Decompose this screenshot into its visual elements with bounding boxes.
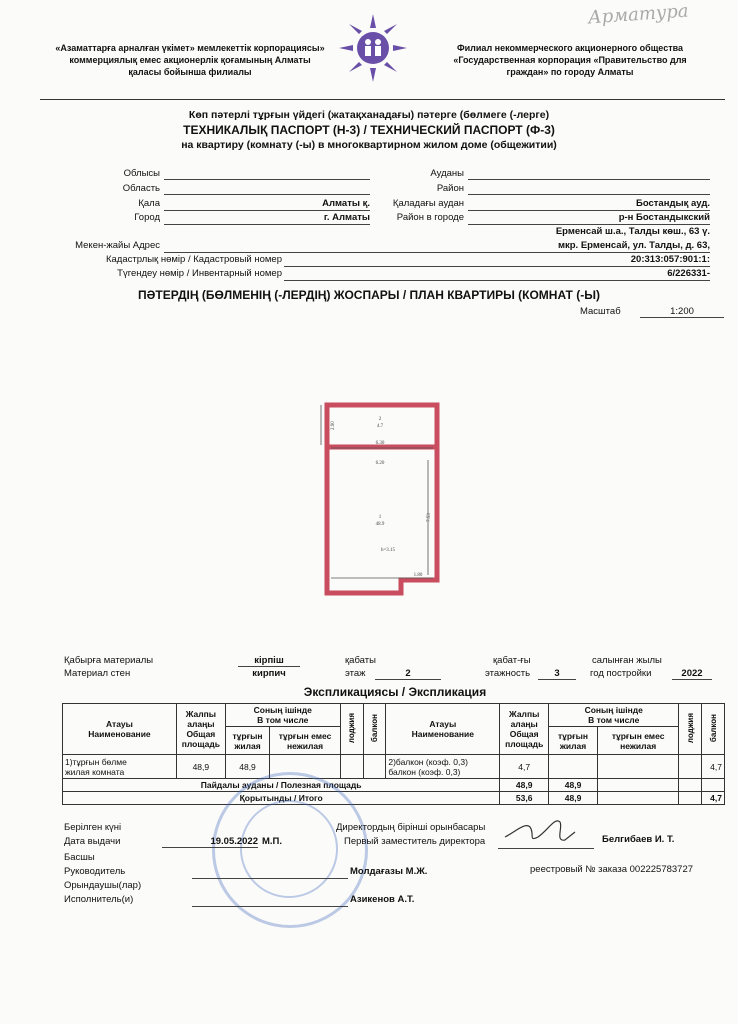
main-room-area: 48.9: [375, 522, 385, 527]
row1-total: 48,9: [176, 755, 225, 779]
year-value: 2022: [672, 668, 712, 680]
line-oblysy: [164, 179, 370, 180]
th-total-2: Жалпы алаңы Общая площадь: [500, 704, 549, 755]
registry-number: реестровый № заказа 002225783727: [530, 864, 694, 875]
room-height: h=3.15: [380, 548, 396, 553]
th-living-2: тұрғын жилая: [549, 727, 598, 755]
head-label-kz: Басшы: [64, 852, 95, 863]
line-audany: [468, 179, 710, 180]
passport-title: Көп пәтерлі тұрғын үйдегі (жатақханадағы) пәтерге (бөлмеге (-лерге) ТЕХНИКАЛЫҚ ПАСПОРТ (Н-3) / ТЕХНИЧЕСКИЙ ПАСПОРТ (Ф-3) на квартиру (комнату (-ы) в многоквартирном жилом доме (общежитии): [181, 109, 557, 151]
label-qala: Қала: [138, 198, 160, 209]
label-raion-v-gorode: Район в городе: [396, 212, 464, 223]
main-room: [327, 447, 437, 593]
floor-value: 2: [375, 668, 441, 680]
floors-value: 3: [538, 668, 576, 680]
label-oblast: Область: [122, 183, 160, 194]
mp-label: М.П.: [262, 836, 283, 847]
th-nonliving: тұрғын емес нежилая: [270, 727, 341, 755]
top-height: 2.90: [331, 421, 336, 430]
main-length: 7.53: [427, 513, 432, 522]
label-address: Мекен-жайы Адрес: [75, 240, 160, 251]
row2-balcony: 4,7: [702, 755, 725, 779]
total-living: 48,9: [549, 792, 598, 805]
th-incl: Соның ішінде В том числе: [225, 704, 340, 727]
exec-signature-line: [192, 906, 348, 907]
total-total: 53,6: [500, 792, 549, 805]
th-incl-2: Соның ішінде В том числе: [549, 704, 679, 727]
value-address-1: Ерменсай ш.а., Талды көш., 63 ү.: [555, 226, 710, 237]
value-qala: Алматы қ.: [164, 198, 370, 211]
label-gorod: Город: [134, 212, 160, 223]
width-1: 6.30: [375, 441, 385, 446]
useful-total: 48,9: [500, 779, 549, 792]
floor-plan: [318, 400, 448, 610]
walls-label-ru: Материал стен: [64, 668, 131, 679]
useful-row: [63, 779, 725, 792]
deputy-name: Белгибаев И. Т.: [602, 834, 675, 845]
notch-width: 1.80: [413, 573, 423, 578]
value-gorod: г. Алматы: [164, 212, 370, 225]
width-2: 6.20: [375, 461, 385, 466]
top-room-number: 2: [378, 417, 382, 422]
line-raion: [468, 194, 710, 195]
total-row: [63, 792, 725, 805]
label-inventory: Түгендеу нөмір / Инвентарный номер: [117, 268, 282, 279]
walls-label-kz: Қабырға материалы: [64, 655, 154, 666]
scale-value: 1:200: [640, 306, 724, 318]
head-signature-line: [192, 878, 348, 879]
main-room-number: 1: [378, 515, 382, 520]
row2-total: 4,7: [500, 755, 549, 779]
exec-name: Азикенов А.Т.: [350, 894, 415, 905]
handwritten-note: Арматура: [587, 0, 690, 29]
row1-name: 1)тұрғын бөлме жилая комната: [63, 755, 177, 779]
logo: [338, 10, 408, 90]
issued-label-ru: Дата выдачи: [64, 836, 121, 847]
table-row: [63, 755, 725, 779]
th-name-2: Атауы Наименование: [386, 704, 500, 755]
th-balcony: балкон: [363, 704, 386, 755]
deputy-label-kz: Директордың бірінші орынбасары: [336, 822, 486, 833]
row2-name: 2)балкон (коэф. 0,3) балкон (коэф. 0,3): [386, 755, 500, 779]
top-room-area: 4.7: [376, 424, 384, 429]
value-inventory: 6/226331-: [284, 268, 710, 281]
floor-label-ru: этаж: [345, 668, 366, 679]
head-name: Молдағазы М.Ж.: [350, 866, 428, 877]
value-raion-v-gorode: р-н Бостандыкский: [468, 212, 710, 225]
plan-title: ПӘТЕРДІҢ (БӨЛМЕНІҢ (-ЛЕРДІҢ) ЖОСПАРЫ / ПЛАН КВАРТИРЫ (КОМНАТ (-Ы): [138, 288, 600, 302]
deputy-label-ru: Первый заместитель директора: [344, 836, 486, 847]
th-balcony-2: балкон: [702, 704, 725, 755]
exec-label-kz: Орындаушы(лар): [64, 880, 142, 891]
header-right: Филиал некоммерческого акционерного общества «Государственная корпорация «Правительство для граждан» по городу Алматы: [453, 43, 687, 77]
issued-date: 19.05.2022: [162, 836, 258, 848]
label-qaladagy-audan: Қаладағы аудан: [392, 198, 464, 209]
label-oblysy: Облысы: [123, 168, 160, 179]
th-living: тұрғын жилая: [225, 727, 269, 755]
th-total: Жалпы алаңы Общая площадь: [176, 704, 225, 755]
total-label: Қорытынды / Итого: [63, 792, 500, 805]
year-label-kz: салынған жылы: [592, 655, 662, 666]
line-oblast: [164, 194, 370, 195]
walls-value-ru: кирпич: [252, 668, 286, 679]
useful-living: 48,9: [549, 779, 598, 792]
useful-label: Пайдалы ауданы / Полезная площадь: [63, 779, 500, 792]
value-cadastral: 20:313:057:901:1:: [284, 254, 710, 267]
deputy-signature: [500, 812, 580, 852]
header-divider: [40, 99, 725, 100]
value-address-2: мкр. Ерменсай, ул. Талды, д. 63,: [164, 240, 710, 253]
head-label-ru: Руководитель: [64, 866, 126, 877]
th-name: Атауы Наименование: [63, 704, 177, 755]
th-loggia: лоджия: [340, 704, 363, 755]
value-qaladagy-audan: Бостандық ауд.: [468, 198, 710, 211]
walls-value-kz: кірпіш: [238, 655, 300, 667]
label-cadastral: Кадастрлық нөмір / Кадастровый номер: [105, 254, 282, 265]
total-balcony: 4,7: [702, 792, 725, 805]
issued-label-kz: Берілген күні: [64, 822, 122, 833]
row1-living: 48,9: [225, 755, 269, 779]
th-nonliving-2: тұрғын емес нежилая: [597, 727, 678, 755]
year-label-ru: год постройки: [590, 668, 652, 679]
explication-table: [62, 703, 725, 805]
label-raion: Район: [436, 183, 464, 194]
floors-label-kz: қабат-ғы: [493, 655, 531, 666]
explication-title: Экспликациясы / Экспликация: [303, 685, 487, 699]
official-stamp-inner: [240, 800, 338, 898]
floors-label-ru: этажность: [485, 668, 531, 679]
th-loggia-2: лоджия: [679, 704, 702, 755]
label-audany: Ауданы: [430, 168, 464, 179]
exec-label-ru: Исполнитель(и): [64, 894, 134, 905]
floor-label-kz: қабаты: [345, 655, 376, 666]
header-left: «Азаматтарға арналған үкімет» мемлекеттік корпорациясы» коммерциялық емес акционерлік қоғамының Алматы қаласы бойынша филиалы: [55, 43, 325, 77]
scale-label: Масштаб: [580, 306, 621, 317]
